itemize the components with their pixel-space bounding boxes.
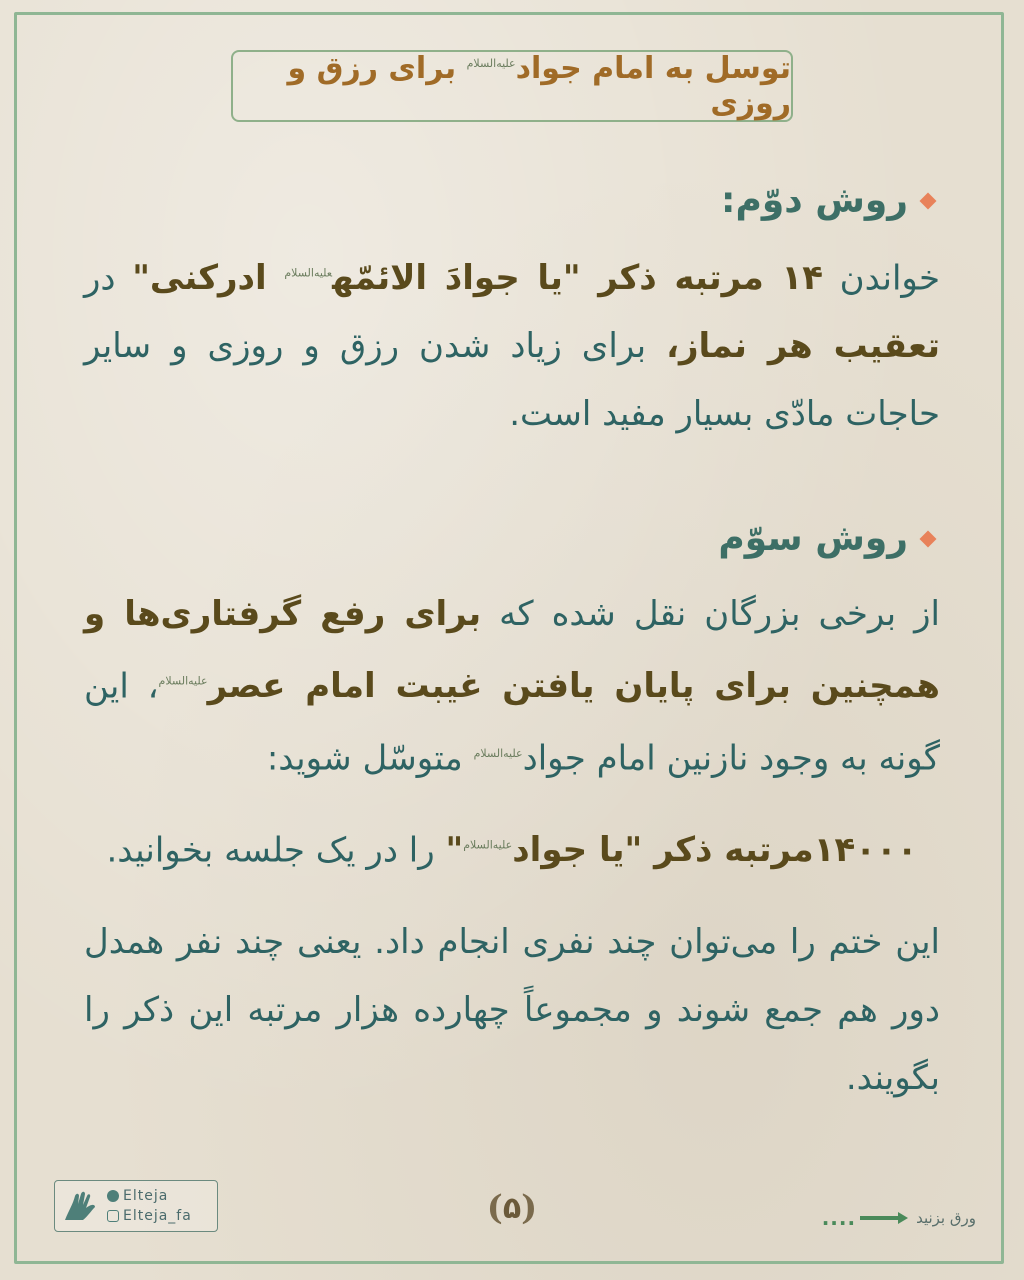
closing-paragraph: این ختم را می‌توان چند نفری انجام داد. یعنی چند نفر همدل دور هم جمع شوند و مجموعاً چهارده هزار مرتبه این ذکر را بگویند. — [84, 922, 940, 1098]
s2-after-prayer-bold: تعقیب هر نماز، — [666, 326, 940, 367]
section3-title: روش سوّم — [718, 518, 908, 559]
title-box — [231, 50, 793, 122]
honorific-mark: علیه‌السلام — [466, 57, 516, 70]
title-part-1: توسل به امام جواد — [515, 51, 791, 86]
section2-header — [721, 180, 934, 221]
zikr-count-bold: ۱۴۰۰۰مرتبه ذکر "یا جواد$^{علیه‌السلام}$" — [445, 830, 918, 871]
s3-text-a: از برخی بزرگان نقل شده که — [481, 594, 940, 634]
telegram-icon — [107, 1190, 119, 1202]
zikr-text-rest: را در یک جلسه بخوانید. — [106, 830, 446, 871]
honorific-mark: علیه‌السلام — [473, 747, 523, 761]
section2-title: روش دوّم: — [721, 180, 908, 221]
zikr-instruction — [84, 818, 940, 878]
turn-page-label: ورق بزنید — [916, 1209, 976, 1227]
arrow-right-icon: .... — [822, 1206, 908, 1230]
s3-text-c: ، این گونه به وجود نازنین امام جواد — [84, 666, 940, 779]
page-title — [233, 51, 791, 121]
social-badge[interactable] — [54, 1180, 218, 1232]
turn-page-hint[interactable] — [822, 1206, 976, 1230]
s2-text-a: خواندن — [823, 258, 940, 299]
title-part-2: برای رزق و روزی — [287, 51, 791, 121]
s3-text-d: متوسّل شوید: — [266, 738, 474, 779]
s2-text-d: در — [84, 258, 133, 299]
hands-logo-icon — [61, 1186, 101, 1226]
telegram-handle[interactable]: Elteja — [107, 1186, 192, 1206]
instagram-icon — [107, 1210, 119, 1222]
section3-paragraph — [84, 580, 940, 793]
page-number: ( ۵ ) — [486, 1188, 538, 1228]
bullet-diamond-icon — [920, 192, 937, 209]
bullet-diamond-icon — [920, 530, 937, 547]
s3-purpose-bold: برای رفع گرفتاری‌ها و همچنین برای پایان یافتن غیبت امام عصر$^{علیه‌السلام}$ — [84, 594, 940, 707]
section2-paragraph — [84, 240, 940, 448]
s2-text-f: برای زیاد شدن رزق و روزی و سایر حاجات مادّی بسیار مفید است. — [84, 326, 940, 435]
section3-header — [718, 518, 934, 559]
s2-zikr-bold: ۱۴ مرتبه ذکر "یا جوادَ الائمّه$^{علیه‌السلام}$ ادرکنی" — [132, 258, 824, 299]
instagram-handle[interactable]: Elteja_fa — [107, 1206, 192, 1226]
